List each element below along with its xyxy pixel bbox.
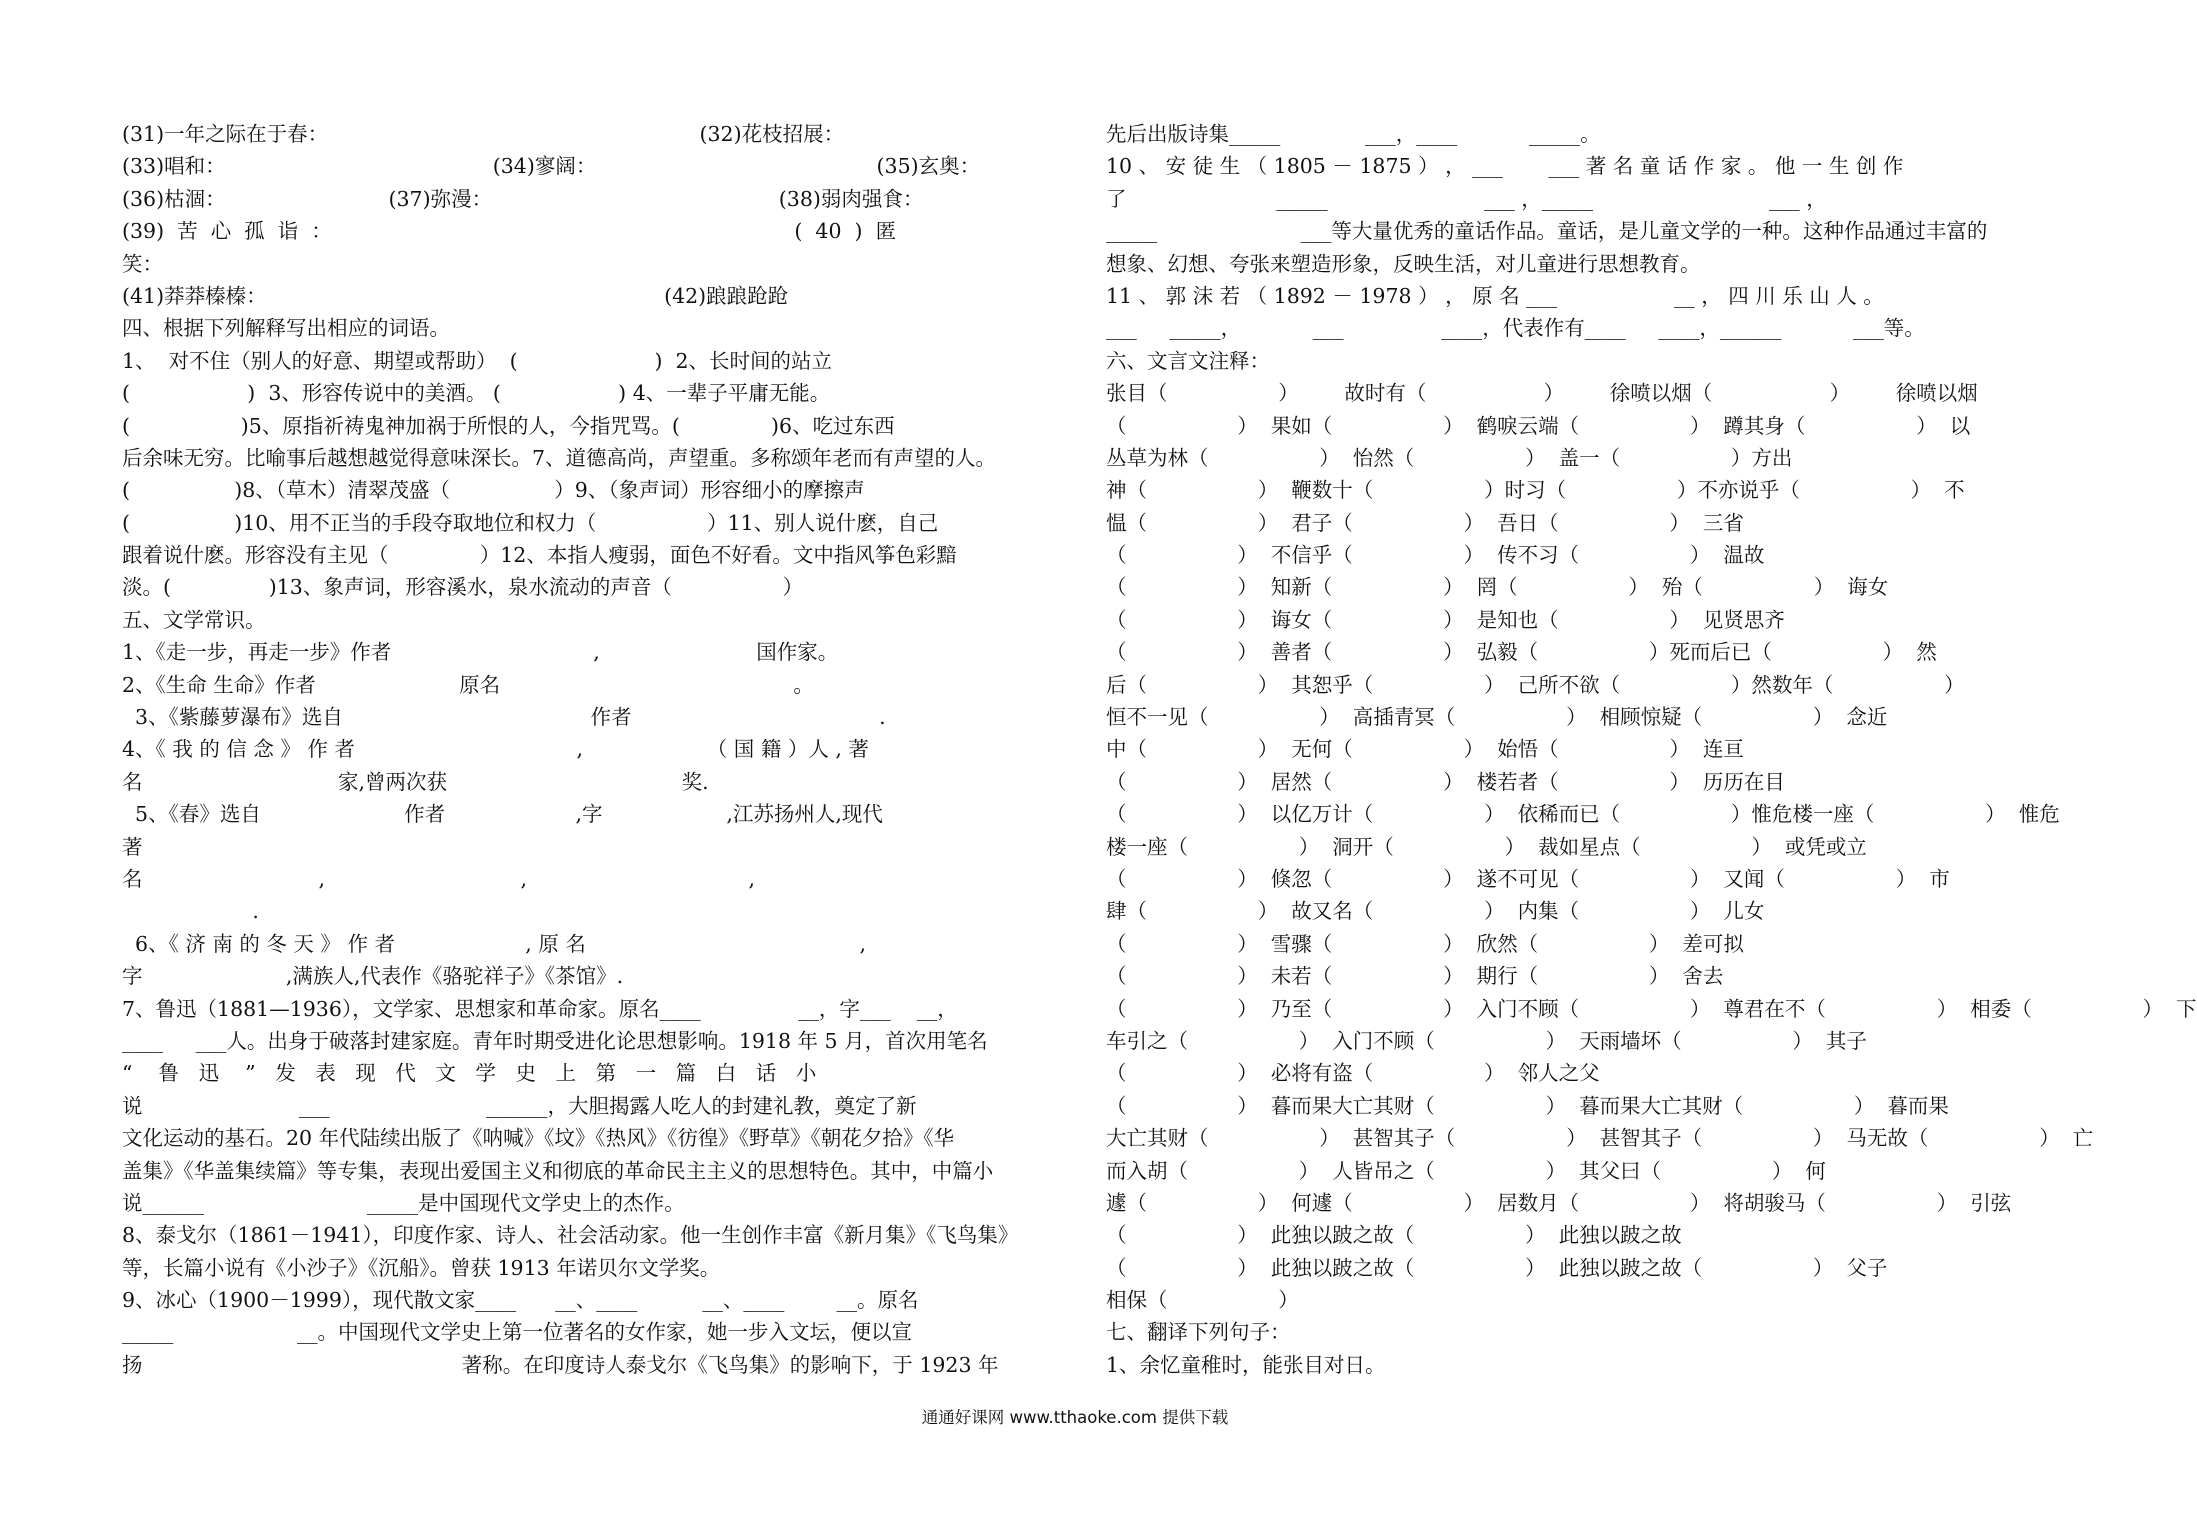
text-line: ( )8、（草木）清翠茂盛（ ）9、（象声词）形容细小的摩擦声	[122, 478, 865, 503]
text-line: （ ） 倏忽（ ） 遂不可见（ ） 又闻（ ） 市	[1106, 866, 1950, 891]
text-line: _____ __。中国现代文学史上第一位著名的女作家，她一步入文坛，便以宣	[122, 1320, 913, 1345]
text-line: （ ） 未若（ ） 期行（ ） 舍去	[1106, 964, 1724, 989]
text-line: 淡。( )13、象声词，形容溪水，泉水流动的声音（ ）	[122, 575, 804, 600]
text-line: 车引之（ ） 入门不顾（ ） 天雨墙坏（ ） 其子	[1106, 1028, 1867, 1053]
text-line: 说 ___ ______，大胆揭露人吃人的封建礼教，奠定了新	[122, 1093, 917, 1118]
text-line: 字 ,满族人,代表作《骆驼祥子》《茶馆》.	[122, 964, 624, 989]
text-line: 愠（ ） 君子（ ） 吾日（ ） 三省	[1106, 510, 1744, 535]
text-line: 著	[122, 834, 143, 859]
text-line: 11 、 郭 沫 若 （ 1892 － 1978 ） ， 原 名 ___ __ ， 四 川 乐 山 人 。	[1106, 283, 1884, 308]
text-line: 四、根据下列解释写出相应的词语。	[122, 316, 450, 341]
text-line: 大亡其财（ ） 甚智其子（ ） 甚智其子（ ） 马无故（ ） 亡	[1106, 1126, 2094, 1151]
text-line: 恒不一见（ ） 高插青冥（ ） 相顾惊疑（ ） 念近	[1106, 705, 1888, 730]
text-line: （ ） 不信乎（ ） 传不习（ ） 温故	[1106, 543, 1765, 568]
text-line: 后（ ） 其恕乎（ ） 己所不欲（ ）然数年（ ）	[1106, 672, 1965, 697]
text-line: 6、《 济 南 的 冬 天 》 作 者 , 原 名 ,	[122, 931, 867, 956]
text-line: “ 鲁 迅 ” 发 表 现 代 文 学 史 上 第 一 篇 白 话 小	[122, 1061, 817, 1086]
text-line: .	[122, 899, 259, 924]
text-line: 跟着说什麽。形容没有主见（ ）12、本指人瘦弱，面色不好看。文中指风筝色彩黯	[122, 543, 957, 568]
text-line: 中（ ） 无何（ ） 始悟（ ） 连亘	[1106, 737, 1744, 762]
text-line: （ ） 果如（ ） 鹤唳云端（ ） 蹲其身（ ） 以	[1106, 413, 1971, 438]
text-line: 1、余忆童稚时，能张目对日。	[1106, 1352, 1386, 1377]
text-line: 扬 著称。在印度诗人泰戈尔《飞鸟集》的影响下，于 1923 年	[122, 1352, 999, 1377]
text-line: 1、《走一步，再走一步》作者 , 国作家。	[122, 640, 839, 665]
text-line: （ ） 知新（ ） 罔（ ） 殆（ ） 诲女	[1106, 575, 1889, 600]
right-column	[1106, 118, 2197, 1381]
text-line: （ ） 必将有盗（ ） 邻人之父	[1106, 1061, 1600, 1086]
text-line: （ ） 居然（ ） 楼若者（ ） 历历在目	[1106, 769, 1785, 794]
text-line: 七、翻译下列句子：	[1106, 1320, 1291, 1345]
text-line: ( )10、用不正当的手段夺取地位和权力（ ）11、别人说什麽，自己	[122, 510, 939, 535]
text-line: （ ） 雪骤（ ） 欣然（ ） 差可拟	[1106, 931, 1744, 956]
text-line: (41)莽莽榛榛： (42)踉踉跄跄	[122, 283, 789, 308]
text-line: ____ ___人。出身于破落封建家庭。青年时期受进化论思想影响。1918 年 5 月，首次用笔名	[122, 1028, 988, 1053]
text-line: （ ） 诲女（ ） 是知也（ ） 见贤思齐	[1106, 607, 1785, 632]
text-line: 10 、 安 徒 生 （ 1805 － 1875 ） ， ___ ___ 著 名 童 话 作 家 。 他 一 生 创 作	[1106, 154, 1904, 179]
text-line: 张目（ ） 故时有（ ） 徐喷以烟（ ） 徐喷以烟	[1106, 381, 1978, 406]
text-line: 5、《春》选自 作者 ,字 ,江苏扬州人,现代	[122, 802, 883, 827]
left-column	[122, 118, 1067, 1381]
text-line: （ ） 此独以跛之故（ ） 此独以跛之故	[1106, 1223, 1682, 1248]
text-line: 先后出版诗集_____ ___，____ _____。	[1106, 122, 1601, 146]
page-footer: 通通好课网 www.tthaoke.com 提供下载	[921, 1408, 1229, 1427]
text-line: ( ) 3、形容传说中的美酒。 ( ) 4、一辈子平庸无能。	[122, 381, 831, 406]
text-line: 笑：	[122, 251, 163, 276]
text-line: (36)枯涸： (37)弥漫： (38)弱肉强食：	[122, 186, 924, 211]
text-line: 六、文言文注释：	[1106, 348, 1270, 373]
text-line: (31)一年之际在于春： (32)花枝招展：	[122, 122, 845, 146]
text-line: （ ） 以亿万计（ ） 依稀而已（ ）惟危楼一座（ ） 惟危	[1106, 802, 2060, 827]
text-line: 相保（ ）	[1106, 1288, 1299, 1313]
text-line: 3、《紫藤萝瀑布》选自 作者 .	[122, 705, 886, 730]
text-line: (39) 苦 心 孤 诣 ： ( 40 ) 匿	[122, 219, 897, 244]
text-line: （ ） 暮而果大亡其财（ ） 暮而果大亡其财（ ） 暮而果	[1106, 1093, 1949, 1118]
text-line: 2、《生命 生命》作者 原名 。	[122, 672, 814, 697]
text-line: 肆（ ） 故又名（ ） 内集（ ） 儿女	[1106, 899, 1765, 924]
text-line: 说______ _____是中国现代文学史上的杰作。	[122, 1190, 685, 1215]
text-line: 8、泰戈尔（1861－1941），印度作家、诗人、社会活动家。他一生创作丰富《新月集》《飞鸟集》	[122, 1223, 1019, 1248]
text-line: 等，长篇小说有《小沙子》《沉船》。曾获 1913 年诺贝尔文学奖。	[122, 1255, 721, 1280]
text-line: 名 家,曾两次获 奖.	[122, 769, 709, 794]
text-line: （ ） 乃至（ ） 入门不顾（ ） 尊君在不（ ） 相委（ ） 下	[1106, 996, 2197, 1021]
text-line: _____ ___等大量优秀的童话作品。童话，是儿童文学的一种。这种作品通过丰富的	[1106, 219, 1988, 244]
text-line: 9、冰心（1900－1999），现代散文家____ __、____ __、____ __。原名	[122, 1288, 919, 1313]
text-line: 丛草为林（ ） 怡然（ ） 盖一（ ）方出	[1106, 445, 1793, 470]
text-line: 而入胡（ ） 人皆吊之（ ） 其父曰（ ） 何	[1106, 1158, 1826, 1183]
text-line: （ ） 善者（ ） 弘毅（ ）死而后已（ ） 然	[1106, 640, 1937, 665]
text-line: 1、 对不住（别人的好意、期望或帮助） ( ) 2、长时间的站立	[122, 348, 833, 373]
text-line: （ ） 此独以跛之故（ ） 此独以跛之故（ ） 父子	[1106, 1255, 1888, 1280]
text-line: 五、文学常识。	[122, 607, 266, 632]
text-line: 后余味无穷。比喻事后越想越觉得意味深长。7、道德高尚，声望重。多称颂年老而有声望的人。	[122, 445, 997, 470]
text-line: ___ _____， ___ ____，代表作有____ ____，______ ___等。	[1106, 316, 1925, 341]
text-line: 楼一座（ ） 洞开（ ） 裁如星点（ ） 或凭或立	[1106, 834, 1867, 859]
text-line: 文化运动的基石。20 年代陆续出版了《呐喊》《坟》《热风》《彷徨》《野草》《朝花夕拾》《华	[122, 1126, 955, 1151]
text-line: 7、鲁迅（1881—1936），文学家、思想家和革命家。原名____ __，字___ __，	[122, 996, 958, 1021]
text-line: 神（ ） 鞭数十（ ）时习（ ）不亦说乎（ ） 不	[1106, 478, 1965, 503]
text-line: (33)唱和： (34)寥阔： (35)玄奥：	[122, 154, 981, 179]
text-line: 4、《 我 的 信 念 》 作 者 , （ 国 籍 ）人 , 著	[122, 737, 869, 762]
text-line: ( )5、原指祈祷鬼神加祸于所恨的人，今指咒骂。( )6、吃过东西	[122, 413, 895, 438]
text-line: 了 _____ ___ ，_____ ___ ，	[1106, 186, 1827, 211]
text-line: 盖集》《华盖集续篇》等专集，表现出爱国主义和彻底的革命民主主义的思想特色。其中，中篇小	[122, 1158, 994, 1183]
text-line: 想象、幻想、夸张来塑造形象，反映生活，对儿童进行思想教育。	[1106, 251, 1701, 276]
text-line: 名 , , ,	[122, 866, 756, 891]
text-line: 遽（ ） 何遽（ ） 居数月（ ） 将胡骏马（ ） 引弦	[1106, 1190, 2012, 1215]
